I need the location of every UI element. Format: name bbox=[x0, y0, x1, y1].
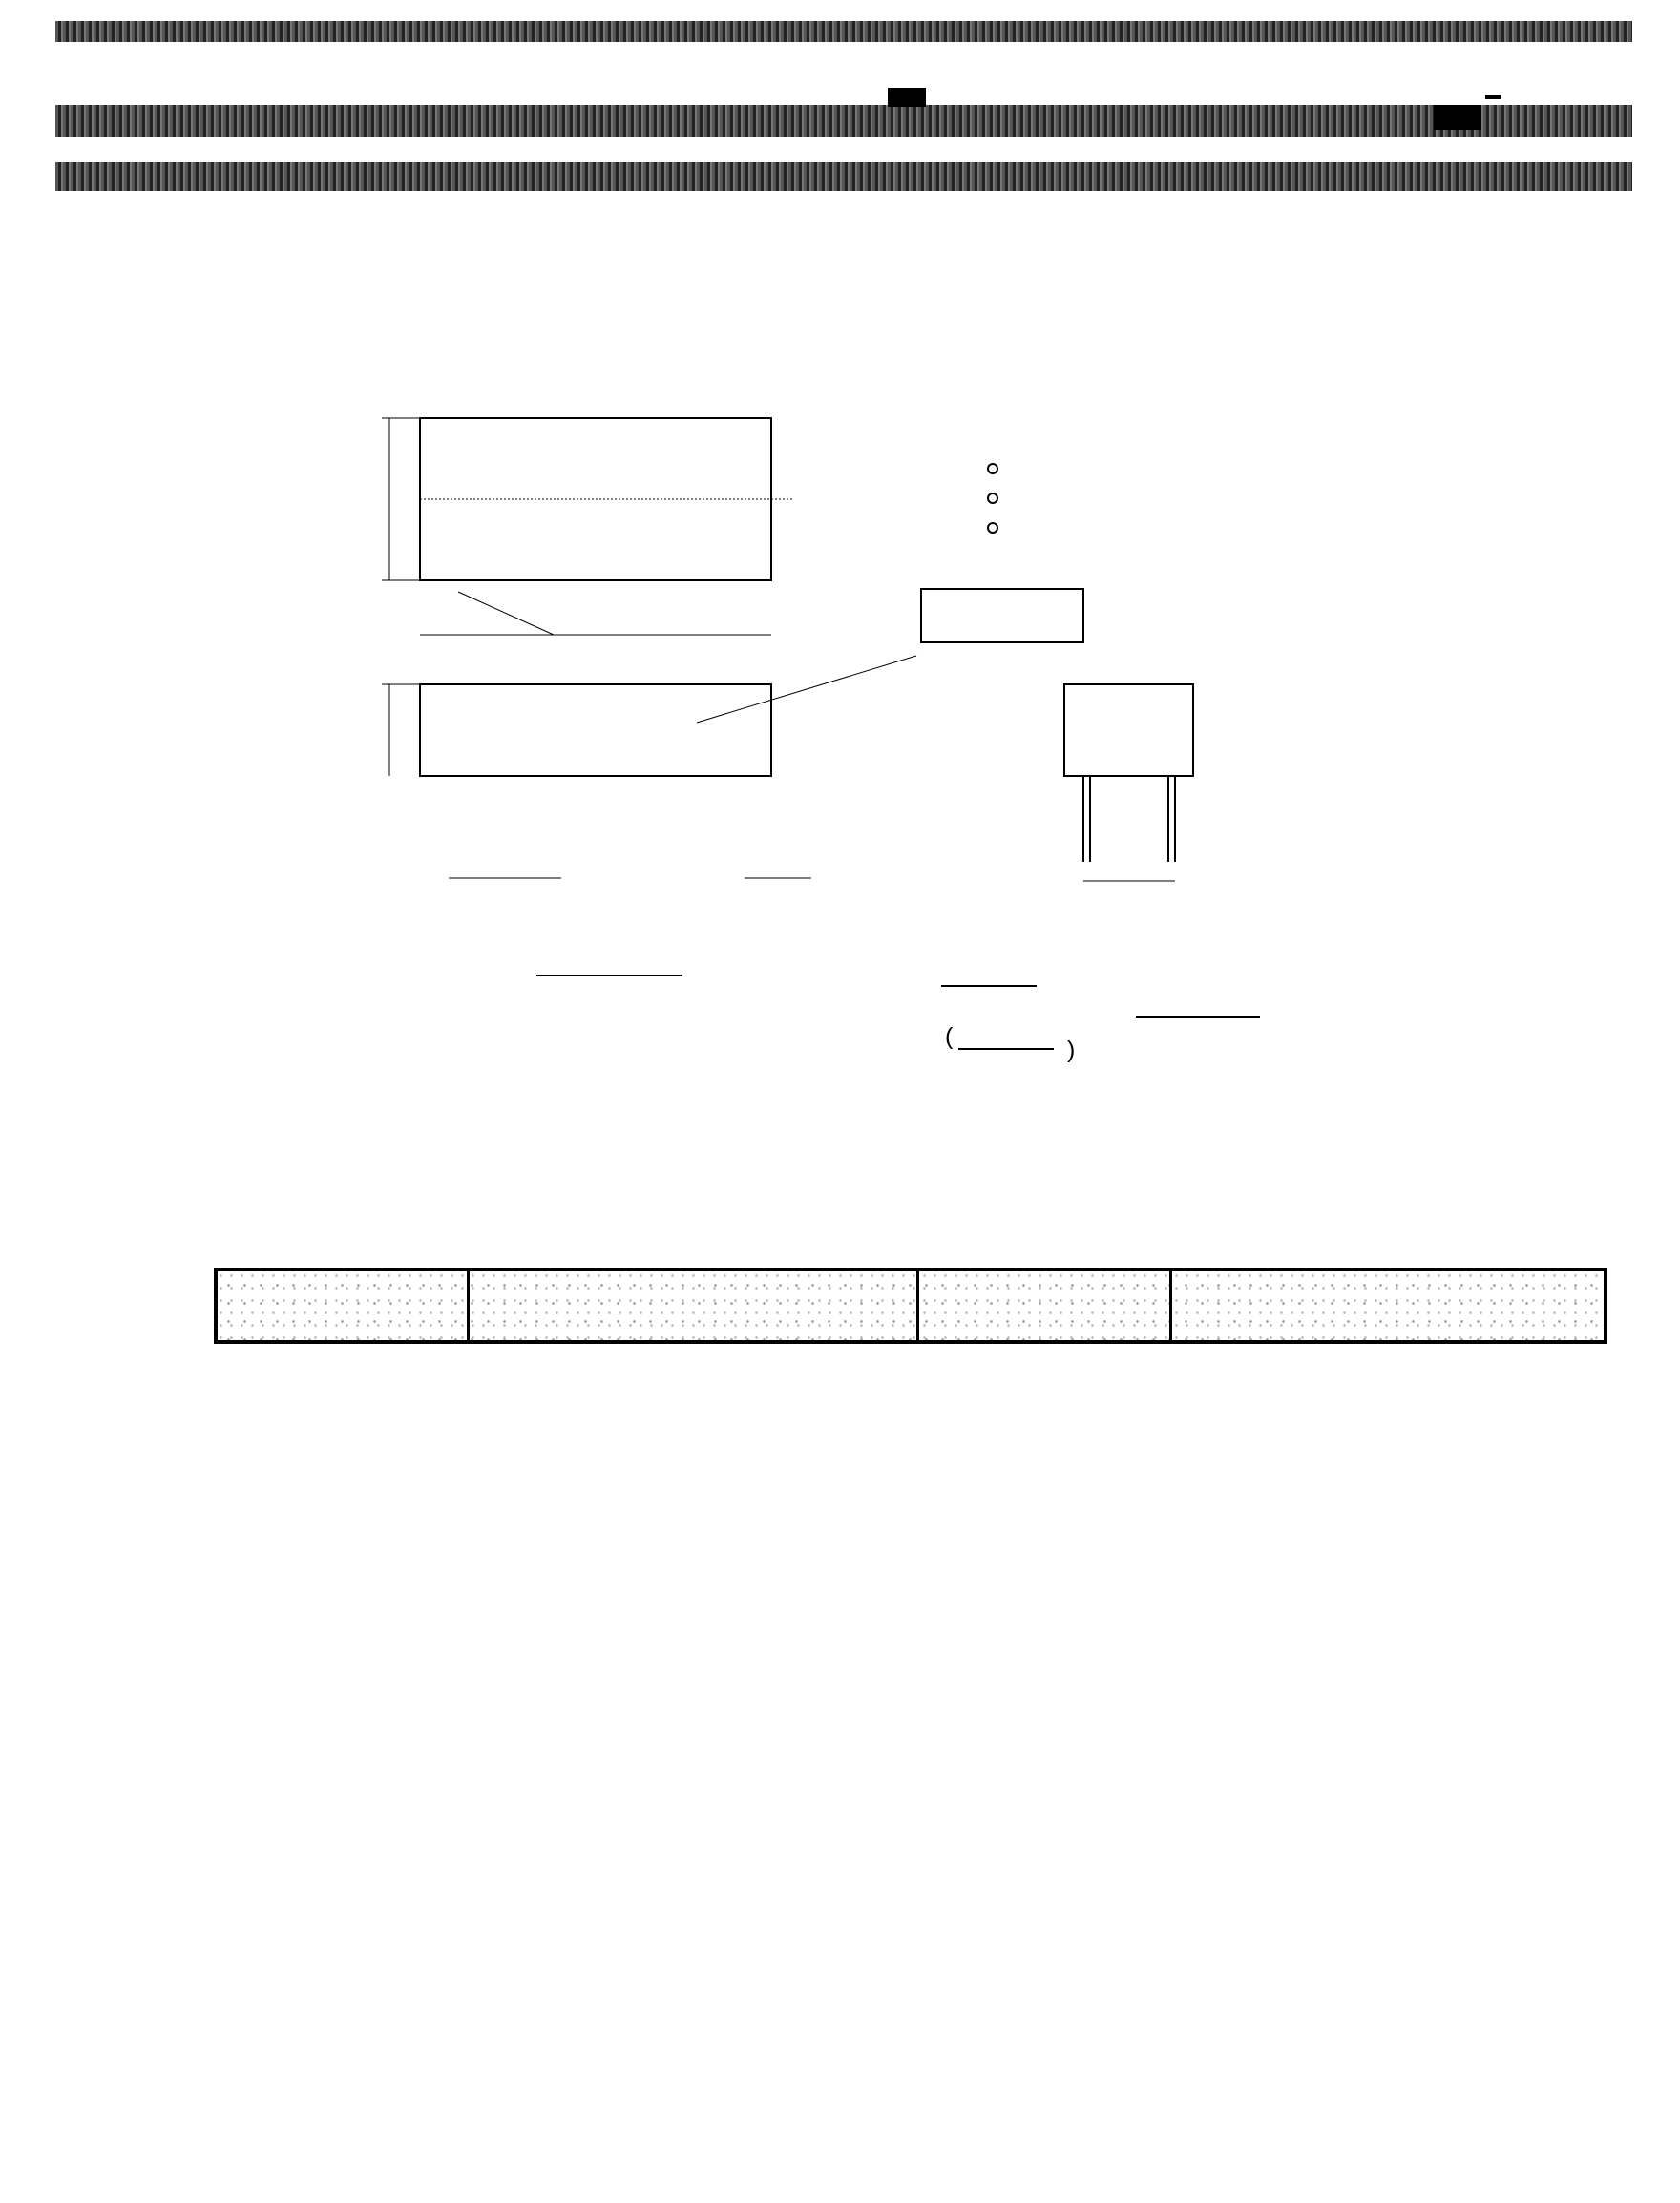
front-view-body bbox=[420, 684, 771, 776]
side-view-body bbox=[1064, 684, 1193, 776]
package-drawing bbox=[325, 406, 1394, 912]
header-brand bbox=[1485, 95, 1501, 99]
header-black-block-2 bbox=[1434, 105, 1481, 130]
header-band-middle bbox=[55, 105, 1632, 137]
header-black-block bbox=[888, 88, 926, 107]
header-band-top bbox=[55, 21, 1632, 42]
table-header-row bbox=[216, 1269, 1606, 1342]
fraction-bar bbox=[958, 1048, 1054, 1050]
fraction-bar bbox=[941, 985, 1037, 987]
header-band-bottom bbox=[55, 162, 1632, 191]
header-strip bbox=[55, 57, 1632, 101]
header-pin-no bbox=[216, 1269, 468, 1342]
header-connection bbox=[1170, 1269, 1606, 1342]
legend-box bbox=[921, 589, 1083, 642]
paren: ( bbox=[945, 1023, 954, 1050]
fraction-bar bbox=[536, 975, 682, 976]
fraction-bar bbox=[1136, 1016, 1260, 1018]
header-pin-no bbox=[918, 1269, 1170, 1342]
header-connection bbox=[468, 1269, 918, 1342]
pin-connection-table bbox=[214, 1268, 1607, 1344]
paren: ) bbox=[1067, 1037, 1076, 1063]
